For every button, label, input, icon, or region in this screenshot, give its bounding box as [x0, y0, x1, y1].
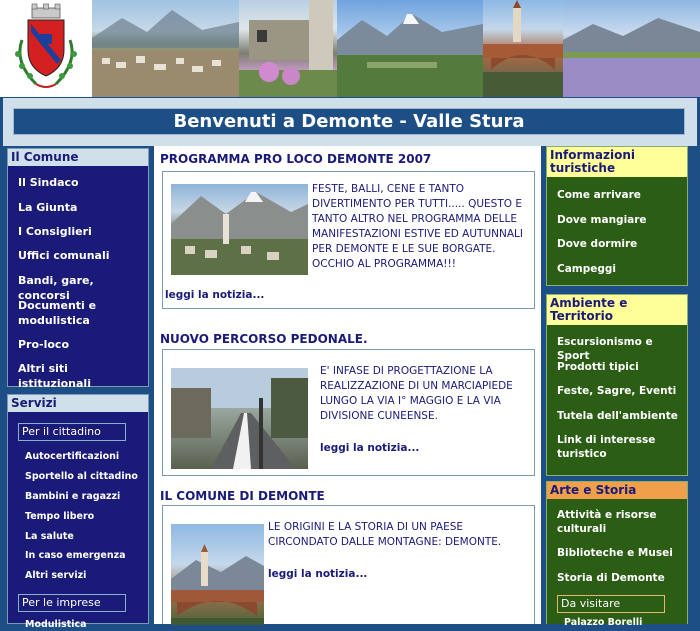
main-content [154, 146, 541, 624]
municipal-crest [0, 0, 92, 97]
comune-menu-title: Il Comune [8, 149, 148, 166]
nav-bandi-gare-concorsi[interactable]: Bandi, gare, concorsi [18, 274, 94, 302]
nav-tempo-libero[interactable]: Tempo libero [25, 511, 95, 522]
news-image-3[interactable] [171, 524, 264, 625]
site-title: Benvenuti a Demonte - Valle Stura [13, 108, 685, 135]
nav-escursionismo[interactable]: Escursionismo e Sport [557, 336, 653, 362]
nav-altri-servizi[interactable]: Altri servizi [25, 570, 87, 581]
news-image-1[interactable] [171, 184, 308, 275]
info-turistiche-menu [546, 146, 688, 286]
nav-palazzo-borelli[interactable]: Palazzo Borelli [564, 617, 643, 628]
comune-menu [7, 148, 149, 390]
road-icon [171, 368, 308, 469]
read-more-link-3[interactable]: leggi la notizia... [268, 568, 368, 580]
news-image-2[interactable] [171, 368, 308, 469]
nav-autocertificazioni[interactable]: Autocertificazioni [25, 451, 120, 462]
cittadino-heading: Per il cittadino [18, 423, 126, 441]
arte-storia-menu [546, 481, 688, 628]
ambiente-territorio-title: Ambiente e Territorio [547, 295, 687, 325]
nav-feste-sagre[interactable]: Feste, Sagre, Eventi [557, 385, 677, 397]
nav-prodotti-tipici[interactable]: Prodotti tipici [557, 361, 639, 373]
nav-consiglieri[interactable]: I Consiglieri [18, 225, 92, 238]
field-icon [563, 0, 700, 97]
bridge-village-icon [171, 524, 264, 625]
read-more-link-1[interactable]: leggi la notizia... [165, 289, 265, 301]
nav-attivita-culturali[interactable]: Attività e risorse culturali [557, 509, 657, 535]
news-title-2[interactable]: NUOVO PERCORSO PEDONALE. [160, 332, 368, 346]
left-sidebar [7, 148, 149, 630]
house-icon [239, 0, 337, 97]
crest-icon [0, 0, 92, 97]
news-card-1 [162, 171, 535, 309]
mountain-icon [92, 0, 239, 97]
bridge-icon [483, 0, 563, 97]
nav-salute[interactable]: La salute [25, 531, 74, 542]
nav-storia-demonte[interactable]: Storia di Demonte [557, 572, 665, 584]
info-turistiche-title: Informazioni turistiche [547, 147, 687, 177]
news-text-3: LE ORIGINI E LA STORIA DI UN PAESE CIRCONDATO DALLE MONTAGNE: DEMONTE. [268, 521, 502, 548]
photo-stone-house [239, 0, 337, 97]
news-title-1[interactable]: PROGRAMMA PRO LOCO DEMONTE 2007 [160, 152, 432, 166]
servizi-menu [7, 394, 149, 630]
nav-altri-siti[interactable]: Altri siti istituzionali [18, 362, 91, 390]
imprese-heading: Per le imprese [18, 594, 126, 612]
photo-valley [337, 0, 483, 97]
photo-bridge [483, 0, 563, 97]
news-text-1: FESTE, BALLI, CENE E TANTO DIVERTIMENTO PER TUTTI..... QUESTO E TANTO ALTRO NEL PROGRAMMA DELLE MANIFESTAZIONI ESTIVE ED AUTUNNALI PER DEMONTE E LE SUE BORGATE. OCCHIO AL PROGRAMMA!!! [312, 183, 523, 270]
nav-giunta[interactable]: La Giunta [18, 201, 78, 214]
nav-pro-loco[interactable]: Pro-loco [18, 338, 70, 351]
nav-emergenza[interactable]: In caso emergenza [25, 550, 126, 561]
nav-come-arrivare[interactable]: Come arrivare [557, 189, 641, 201]
news-card-3 [162, 505, 535, 624]
nav-modulistica-imprese[interactable]: Modulistica [25, 619, 87, 630]
read-more-link-2[interactable]: leggi la notizia... [320, 442, 420, 454]
nav-link-turistico[interactable]: Link di interesse turistico [557, 434, 656, 460]
nav-tutela-ambiente[interactable]: Tutela dell'ambiente [557, 410, 678, 422]
mountain-village-icon [171, 184, 308, 275]
news-text-2: E' INFASE DI PROGETTAZIONE LA REALIZZAZIONE DI UN MARCIAPIEDE LUNGO LA VIA I° MAGGIO E LA VIA DIVISIONE CUNEENSE. [320, 365, 513, 422]
news-title-3[interactable]: IL COMUNE DI DEMONTE [160, 489, 325, 503]
news-card-2 [162, 349, 535, 476]
right-sidebar [546, 146, 700, 628]
header-photo-strip [92, 0, 700, 97]
nav-sindaco[interactable]: Il Sindaco [18, 176, 79, 189]
ambiente-territorio-menu [546, 294, 688, 476]
nav-uffici-comunali[interactable]: Uffici comunali [18, 249, 110, 262]
nav-sportello[interactable]: Sportello al cittadino [25, 471, 138, 482]
nav-biblioteche-musei[interactable]: Biblioteche e Musei [557, 547, 673, 559]
nav-campeggi[interactable]: Campeggi [557, 263, 617, 275]
nav-documenti-modulistica[interactable]: Documenti e modulistica [18, 299, 97, 327]
arte-storia-title: Arte e Storia [547, 482, 687, 499]
title-band [3, 98, 697, 146]
nav-dove-mangiare[interactable]: Dove mangiare [557, 214, 647, 226]
da-visitare-heading: Da visitare [557, 595, 665, 613]
servizi-menu-title: Servizi [8, 395, 148, 412]
photo-lavender-field [563, 0, 700, 97]
header-banner [0, 0, 700, 97]
nav-bambini-ragazzi[interactable]: Bambini e ragazzi [25, 491, 121, 502]
nav-dove-dormire[interactable]: Dove dormire [557, 238, 638, 250]
valley-icon [337, 0, 483, 97]
photo-village-panorama [92, 0, 239, 97]
